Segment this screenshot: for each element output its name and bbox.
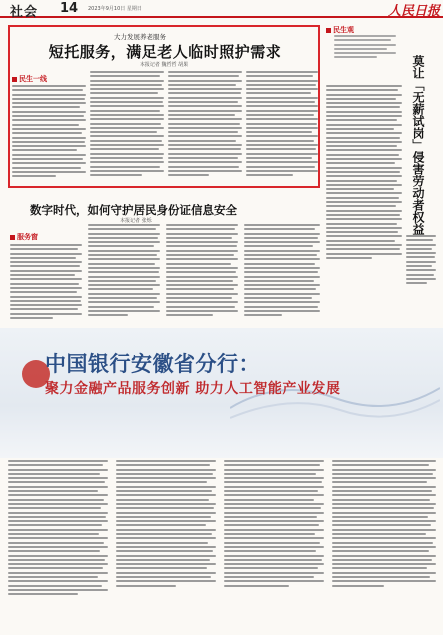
section-name: 社会: [10, 5, 39, 20]
decorative-waves-icon: [230, 368, 440, 428]
main-body-col-3: [168, 71, 242, 178]
second-body-col-3: [166, 224, 238, 319]
bottom-col-2: [116, 460, 216, 589]
main-headline[interactable]: 短托服务，满足老人临时照护需求: [48, 43, 282, 61]
page-number: 14: [60, 1, 79, 16]
ad-slogan: 聚力金融产品服务创新 助力人工智能产业发展: [45, 381, 341, 397]
side-vertical-headline[interactable]: 莫让「无薪试岗」侵害劳动者权益: [411, 55, 425, 235]
bottom-advertorial: [8, 460, 438, 630]
side-summary: [334, 35, 396, 61]
bottom-col-1: [8, 460, 108, 598]
second-body-col-4: [244, 224, 320, 319]
second-body-col-2: [88, 224, 160, 319]
ad-title: 中国银行安徽省分行：: [45, 352, 260, 376]
second-tag-label: 服务窗: [17, 233, 38, 241]
page-header: [0, 0, 443, 18]
main-kicker: 大力发展养老服务: [114, 33, 166, 41]
side-column: [326, 25, 438, 345]
main-body-col-1: [12, 85, 86, 180]
bottom-col-3: [224, 460, 324, 589]
bottom-col-4: [332, 460, 436, 589]
side-tag-label: 民生观: [333, 26, 354, 34]
tag-marker-icon: [12, 77, 17, 82]
tag-marker-icon: [10, 235, 15, 240]
main-tag-label: 民生一线: [19, 75, 47, 83]
side-section-tag: [326, 25, 438, 35]
main-story-box[interactable]: [8, 25, 320, 188]
bank-advertisement[interactable]: [0, 328, 443, 458]
main-body-col-2: [90, 71, 164, 178]
second-headline[interactable]: 数字时代，如何守护居民身份证信息安全: [30, 203, 237, 217]
main-section-tag: [12, 74, 47, 84]
side-body-col: [326, 85, 402, 261]
masthead-logo: 人民日报: [388, 4, 441, 19]
side-body-col-2: [406, 235, 436, 287]
main-body-col-4: [246, 71, 318, 178]
second-byline: 本报记者 张烁: [120, 218, 152, 224]
second-section-tag: [10, 232, 38, 242]
tag-marker-icon: [326, 28, 331, 33]
second-body-col-1: [10, 244, 82, 321]
issue-date: 2023年9月10日 星期日: [88, 6, 142, 12]
main-byline: 本报记者 魏哲哲 胡果: [139, 62, 189, 68]
